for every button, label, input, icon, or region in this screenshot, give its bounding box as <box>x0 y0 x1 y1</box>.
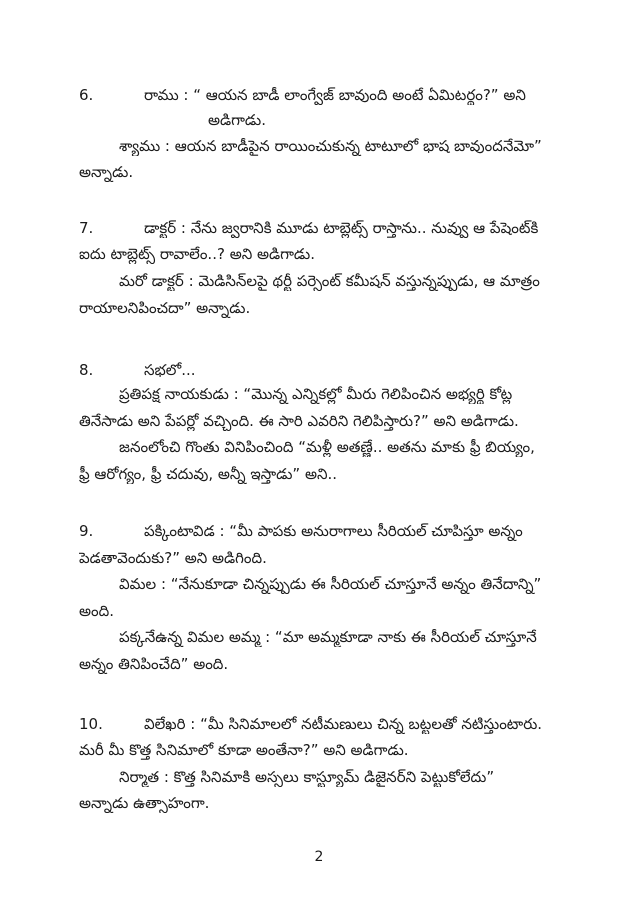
joke-number: 9. <box>79 522 94 540</box>
page-number: 2 <box>314 849 324 865</box>
joke-line: మరో డాక్టర్ : మెడిసిన్‌లపై థర్టీ పర్సెంట్ కమీషన్ వస్తున్నప్పుడు, ఆ మాత్రం <box>119 272 540 290</box>
joke-line: సభలో... <box>144 361 196 379</box>
joke-line: తినేసాడు అని పేపర్లో వచ్చింది. ఈ సారి ఎవరిని గెలిపిస్తారు?” అని అడిగాడు. <box>79 412 519 430</box>
joke-line: పక్కనేఉన్న విమల అమ్మ : “మా అమ్మకూడా నాకు ఈ సీరియల్ చూస్తూనే <box>119 628 537 646</box>
joke-number: 10. <box>79 715 103 733</box>
joke-line: అన్నాడు ఉత్సాహంగా. <box>79 794 210 812</box>
joke-line: విమల : “నేనుకూడా చిన్నప్పుడు ఈ సీరియల్ చూస్తూనే అన్నం తినేదాన్ని” <box>119 575 542 593</box>
joke-number: 6. <box>79 86 94 104</box>
joke-line: అంది. <box>79 602 114 620</box>
joke-line: రాము : “ ఆయన బాడీ లాంగ్వేజ్ బావుంది అంటే ఏమిటర్థం?” అని <box>144 86 526 104</box>
joke-line: ఐదు టాబ్లెట్స్ రావాలేం..? అని అడిగాడు. <box>79 245 315 263</box>
joke-number: 7. <box>79 219 94 237</box>
joke-line: పక్కింటావిడ : “మీ పాపకు అనురాగాలు సీరియల్ చూపిస్తూ అన్నం <box>144 522 523 540</box>
joke-line: విలేఖరి : “మీ సినిమాలలో నటీమణులు చిన్న బట్టలతో నటిస్తుంటారు. <box>144 715 543 733</box>
joke-line: ఫ్రీ ఆరోగ్యం, ఫ్రీ చదువు, అన్నీ ఇస్తాడు” అని.. <box>79 465 338 483</box>
joke-line: రాయాలనిపించదా” అన్నాడు. <box>79 299 251 317</box>
joke-line: జనంలోంచి గొంతు వినిపించింది “మళ్లీ అతణ్ణే.. అతను మాకు ఫ్రీ బియ్యం, <box>119 438 535 456</box>
joke-line: అడిగాడు. <box>208 111 266 129</box>
joke-number: 8. <box>79 361 94 379</box>
joke-line: డాక్టర్ : నేను జ్వరానికి మూడు టాబ్లెట్స్ రాస్తాను.. నువ్వు ఆ పేషెంట్‌కి <box>144 219 539 237</box>
joke-line: శ్యాము : ఆయన బాడీపైన రాయించుకున్న టాటూలో భాష బావుందనేమో” <box>119 137 542 155</box>
joke-line: అన్నం తినిపించేది” అంది. <box>79 655 229 673</box>
joke-line: నిర్మాత : కొత్త సినిమాకి అస్సలు కాస్ట్యూమ్ డిజైనర్‌ని పెట్టుకోలేదు” <box>119 768 495 786</box>
joke-line: మరీ మీ కొత్త సినిమాలో కూడా అంతేనా?” అని అడిగాడు. <box>79 741 409 759</box>
joke-line: ప్రతిపక్ష నాయకుడు : “మొన్న ఎన్నికల్లో మీరు గెలిపించిన అభ్యర్థి కోట్ల <box>119 385 513 403</box>
joke-line: పెడతావెందుకు?” అని అడిగింది. <box>79 549 267 567</box>
joke-line: అన్నాడు. <box>79 163 134 181</box>
